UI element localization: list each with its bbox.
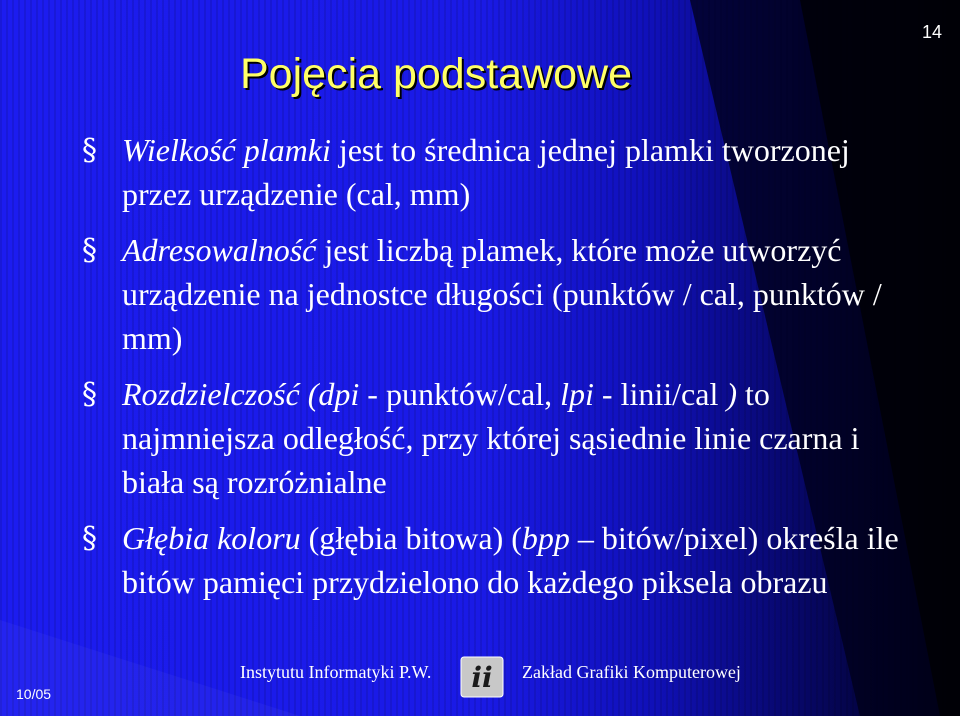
bullet-text-segment: Głębia koloru [122, 520, 301, 556]
bullet-text-segment: jest to średnica jednej plamki tworzonej przez urządzenie (cal, mm) [122, 132, 850, 212]
page-number: 14 [921, 22, 942, 42]
section-bullet-icon: § [82, 233, 97, 268]
bullet-text-segment: ) [726, 376, 737, 412]
bullet-text-segment: - linii/cal [593, 376, 727, 412]
bullet-item [80, 516, 900, 604]
footer-date: 10/05 [16, 686, 52, 702]
bullet-text-segment: bpp [521, 520, 570, 556]
logo-text: ii [471, 661, 493, 694]
section-bullet-icon: § [82, 377, 97, 412]
bullet-text [122, 132, 850, 212]
section-bullet-icon: § [82, 133, 97, 168]
section-bullet-icon: § [82, 521, 97, 556]
bullet-text-segment: jest liczbą plamek, które może utworzyć urządzenie na jednostce długości (punktów / cal, punktów / mm) [122, 232, 882, 356]
bullet-text [122, 376, 860, 500]
bullet-text-segment: – bitów/pixel) określa ile bitów pamięci przydzielono do każdego piksela obrazu [122, 520, 899, 600]
institute-logo-icon [460, 656, 504, 698]
bullet-list [80, 128, 900, 616]
bullet-text-segment: lpi [560, 376, 594, 412]
bullet-text-segment: Wielkość plamki [122, 132, 331, 168]
bullet-text [122, 232, 882, 356]
bullet-text-segment: Rozdzielczość (dpi [122, 376, 360, 412]
footer-institute: Instytutu Informatyki P.W. [240, 662, 432, 682]
footer [0, 656, 960, 716]
bullet-text-segment: - punktów/cal, [359, 376, 561, 412]
footer-department: Zakład Grafiki Komputerowej [522, 662, 741, 682]
bullet-text-segment: to najmniejsza odległość, przy której sąsiednie linie czarna i biała są rozróżnialne [122, 376, 860, 500]
bullet-text [122, 520, 899, 600]
bullet-text-segment: (głębia bitowa) ( [300, 520, 522, 556]
bullet-text-segment: Adresowalność [122, 232, 317, 268]
bullet-item [80, 228, 900, 360]
bullet-item [80, 372, 900, 504]
bullet-item [80, 128, 900, 216]
slide-title: Pojęcia podstawowe [240, 50, 633, 98]
